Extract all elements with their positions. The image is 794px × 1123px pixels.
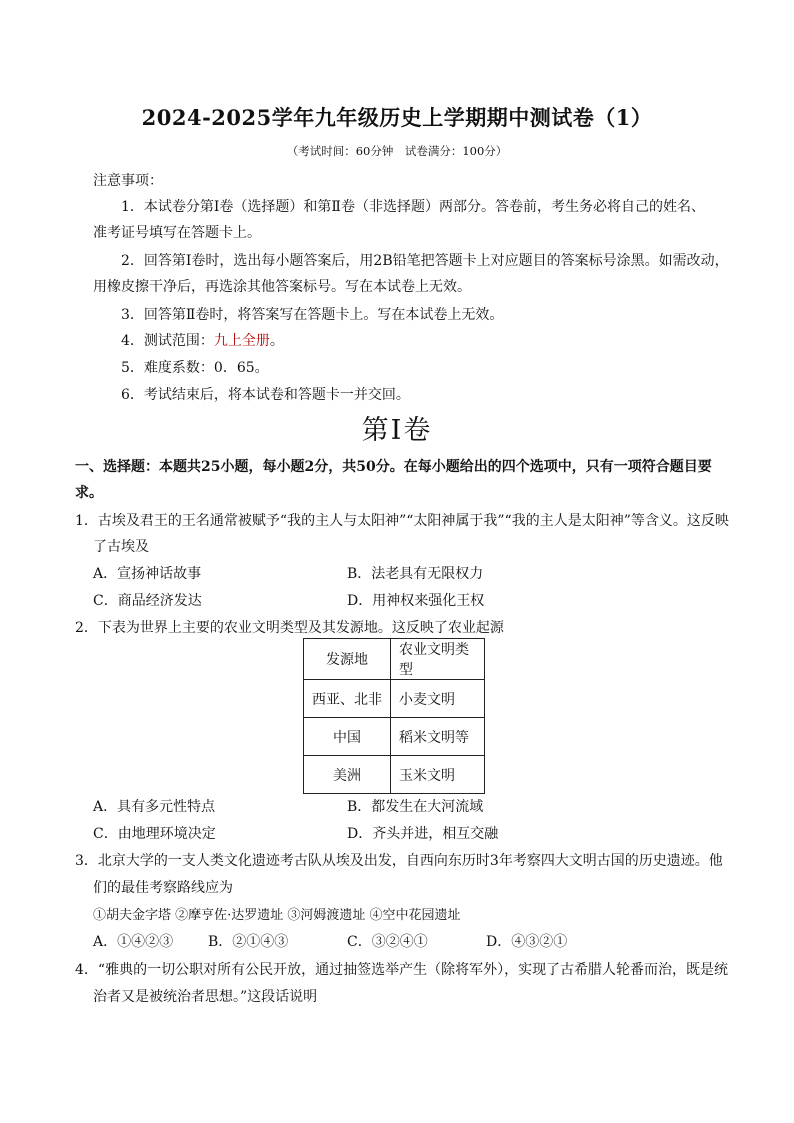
section-title: 第Ⅰ卷 bbox=[361, 415, 433, 446]
table-cell: 中国 bbox=[304, 718, 391, 756]
question-2-option-c: C．由地理环境决定 bbox=[93, 826, 216, 842]
question-1-option-a: A．宣扬神话故事 bbox=[93, 566, 202, 582]
table-row bbox=[304, 680, 485, 718]
question-1-option-c: C．商品经济发达 bbox=[93, 593, 202, 609]
question-3-sites: ①胡夫金字塔 ②摩亨佐·达罗遗址 ③河姆渡遗址 ④空中花园遗址 bbox=[93, 908, 461, 923]
question-2-option-a: A．具有多元性特点 bbox=[93, 799, 216, 815]
notice-item-2: 2．回答第Ⅰ卷时，选出每小题答案后，用2B铅笔把答题卡上对应题目的答案标号涂黑。如需改动， bbox=[121, 253, 729, 269]
question-3-option-b: B．②①④③ bbox=[208, 934, 289, 950]
test-scope: 九上全册 bbox=[213, 333, 270, 349]
question-2-option-d: D．齐头并进，相互交融 bbox=[347, 826, 499, 842]
question-3-option-a: A．①④②③ bbox=[93, 934, 174, 950]
question-1-stem-cont: 了古埃及 bbox=[93, 539, 149, 555]
question-3-stem-cont: 们的最佳考察路线应为 bbox=[93, 880, 233, 896]
question-1-option-b: B．法老具有无限权力 bbox=[347, 566, 484, 582]
notice-item-4 bbox=[121, 330, 284, 350]
notice-heading: 注意事项： bbox=[93, 173, 163, 189]
question-4-stem: 4．“雅典的一切公职对所有公民开放，通过抽签选举产生（除将军外），实现了古希腊人轮番而治，既是统 bbox=[75, 962, 729, 978]
table-header-row bbox=[304, 639, 485, 680]
question-3-option-d: D．④③②① bbox=[486, 934, 568, 950]
question-3-option-c: C．③②④① bbox=[347, 934, 428, 950]
section-instruction: 一、选择题：本题共25小题，每小题2分，共50分。在每小题给出的四个选项中，只有一项符合题目要 bbox=[75, 459, 712, 475]
notice-item-3: 3．回答第Ⅱ卷时，将答案写在答题卡上。写在本试卷上无效。 bbox=[121, 307, 504, 323]
agriculture-origin-table bbox=[303, 638, 485, 794]
table-cell: 小麦文明 bbox=[391, 680, 485, 718]
question-4-stem-cont: 治者又是被统治者思想。”这段话说明 bbox=[93, 989, 318, 1005]
table-row bbox=[304, 718, 485, 756]
question-1-stem: 1．古埃及君王的王名通常被赋予“我的主人与太阳神”“太阳神属于我”“我的主人是太阳神”等含义。这反映 bbox=[75, 513, 729, 529]
question-2-option-b: B．都发生在大河流域 bbox=[347, 799, 484, 815]
table-header-cell: 农业文明类型 bbox=[391, 639, 485, 680]
notice-item-6: 6．考试结束后，将本试卷和答题卡一并交回。 bbox=[121, 387, 410, 403]
notice-item-4-prefix: 4．测试范围： bbox=[121, 333, 214, 349]
question-1-option-d: D．用神权来强化王权 bbox=[347, 593, 485, 609]
table-cell: 稻米文明等 bbox=[391, 718, 485, 756]
table-row bbox=[304, 756, 485, 794]
section-instruction-cont: 求。 bbox=[75, 485, 103, 501]
notice-item-4-suffix: 。 bbox=[269, 333, 284, 349]
question-2-stem: 2．下表为世界上主要的农业文明类型及其发源地。这反映了农业起源 bbox=[75, 620, 504, 636]
table-cell: 玉米文明 bbox=[391, 756, 485, 794]
table-header-cell: 发源地 bbox=[304, 639, 391, 680]
table-cell: 美洲 bbox=[304, 756, 391, 794]
question-3-stem: 3．北京大学的一支人类文化遗迹考古队从埃及出发，自西向东历时3年考察四大文明古国的历史遗迹。他 bbox=[75, 853, 723, 869]
notice-item-1: 1．本试卷分第Ⅰ卷（选择题）和第Ⅱ卷（非选择题）两部分。答卷前，考生务必将自己的姓名、 bbox=[121, 199, 705, 215]
exam-subtitle: （考试时间：60分钟 试卷满分：100分） bbox=[286, 144, 508, 158]
table-cell: 西亚、北非 bbox=[304, 680, 391, 718]
notice-item-5: 5．难度系数：0．65。 bbox=[121, 360, 269, 376]
notice-item-2-cont: 用橡皮擦干净后，再选涂其他答案标号。写在本试卷上无效。 bbox=[93, 279, 471, 295]
notice-item-1-cont: 准考证号填写在答题卡上。 bbox=[93, 225, 261, 241]
exam-title: 2024-2025学年九年级历史上学期期中测试卷（1） bbox=[141, 105, 653, 130]
